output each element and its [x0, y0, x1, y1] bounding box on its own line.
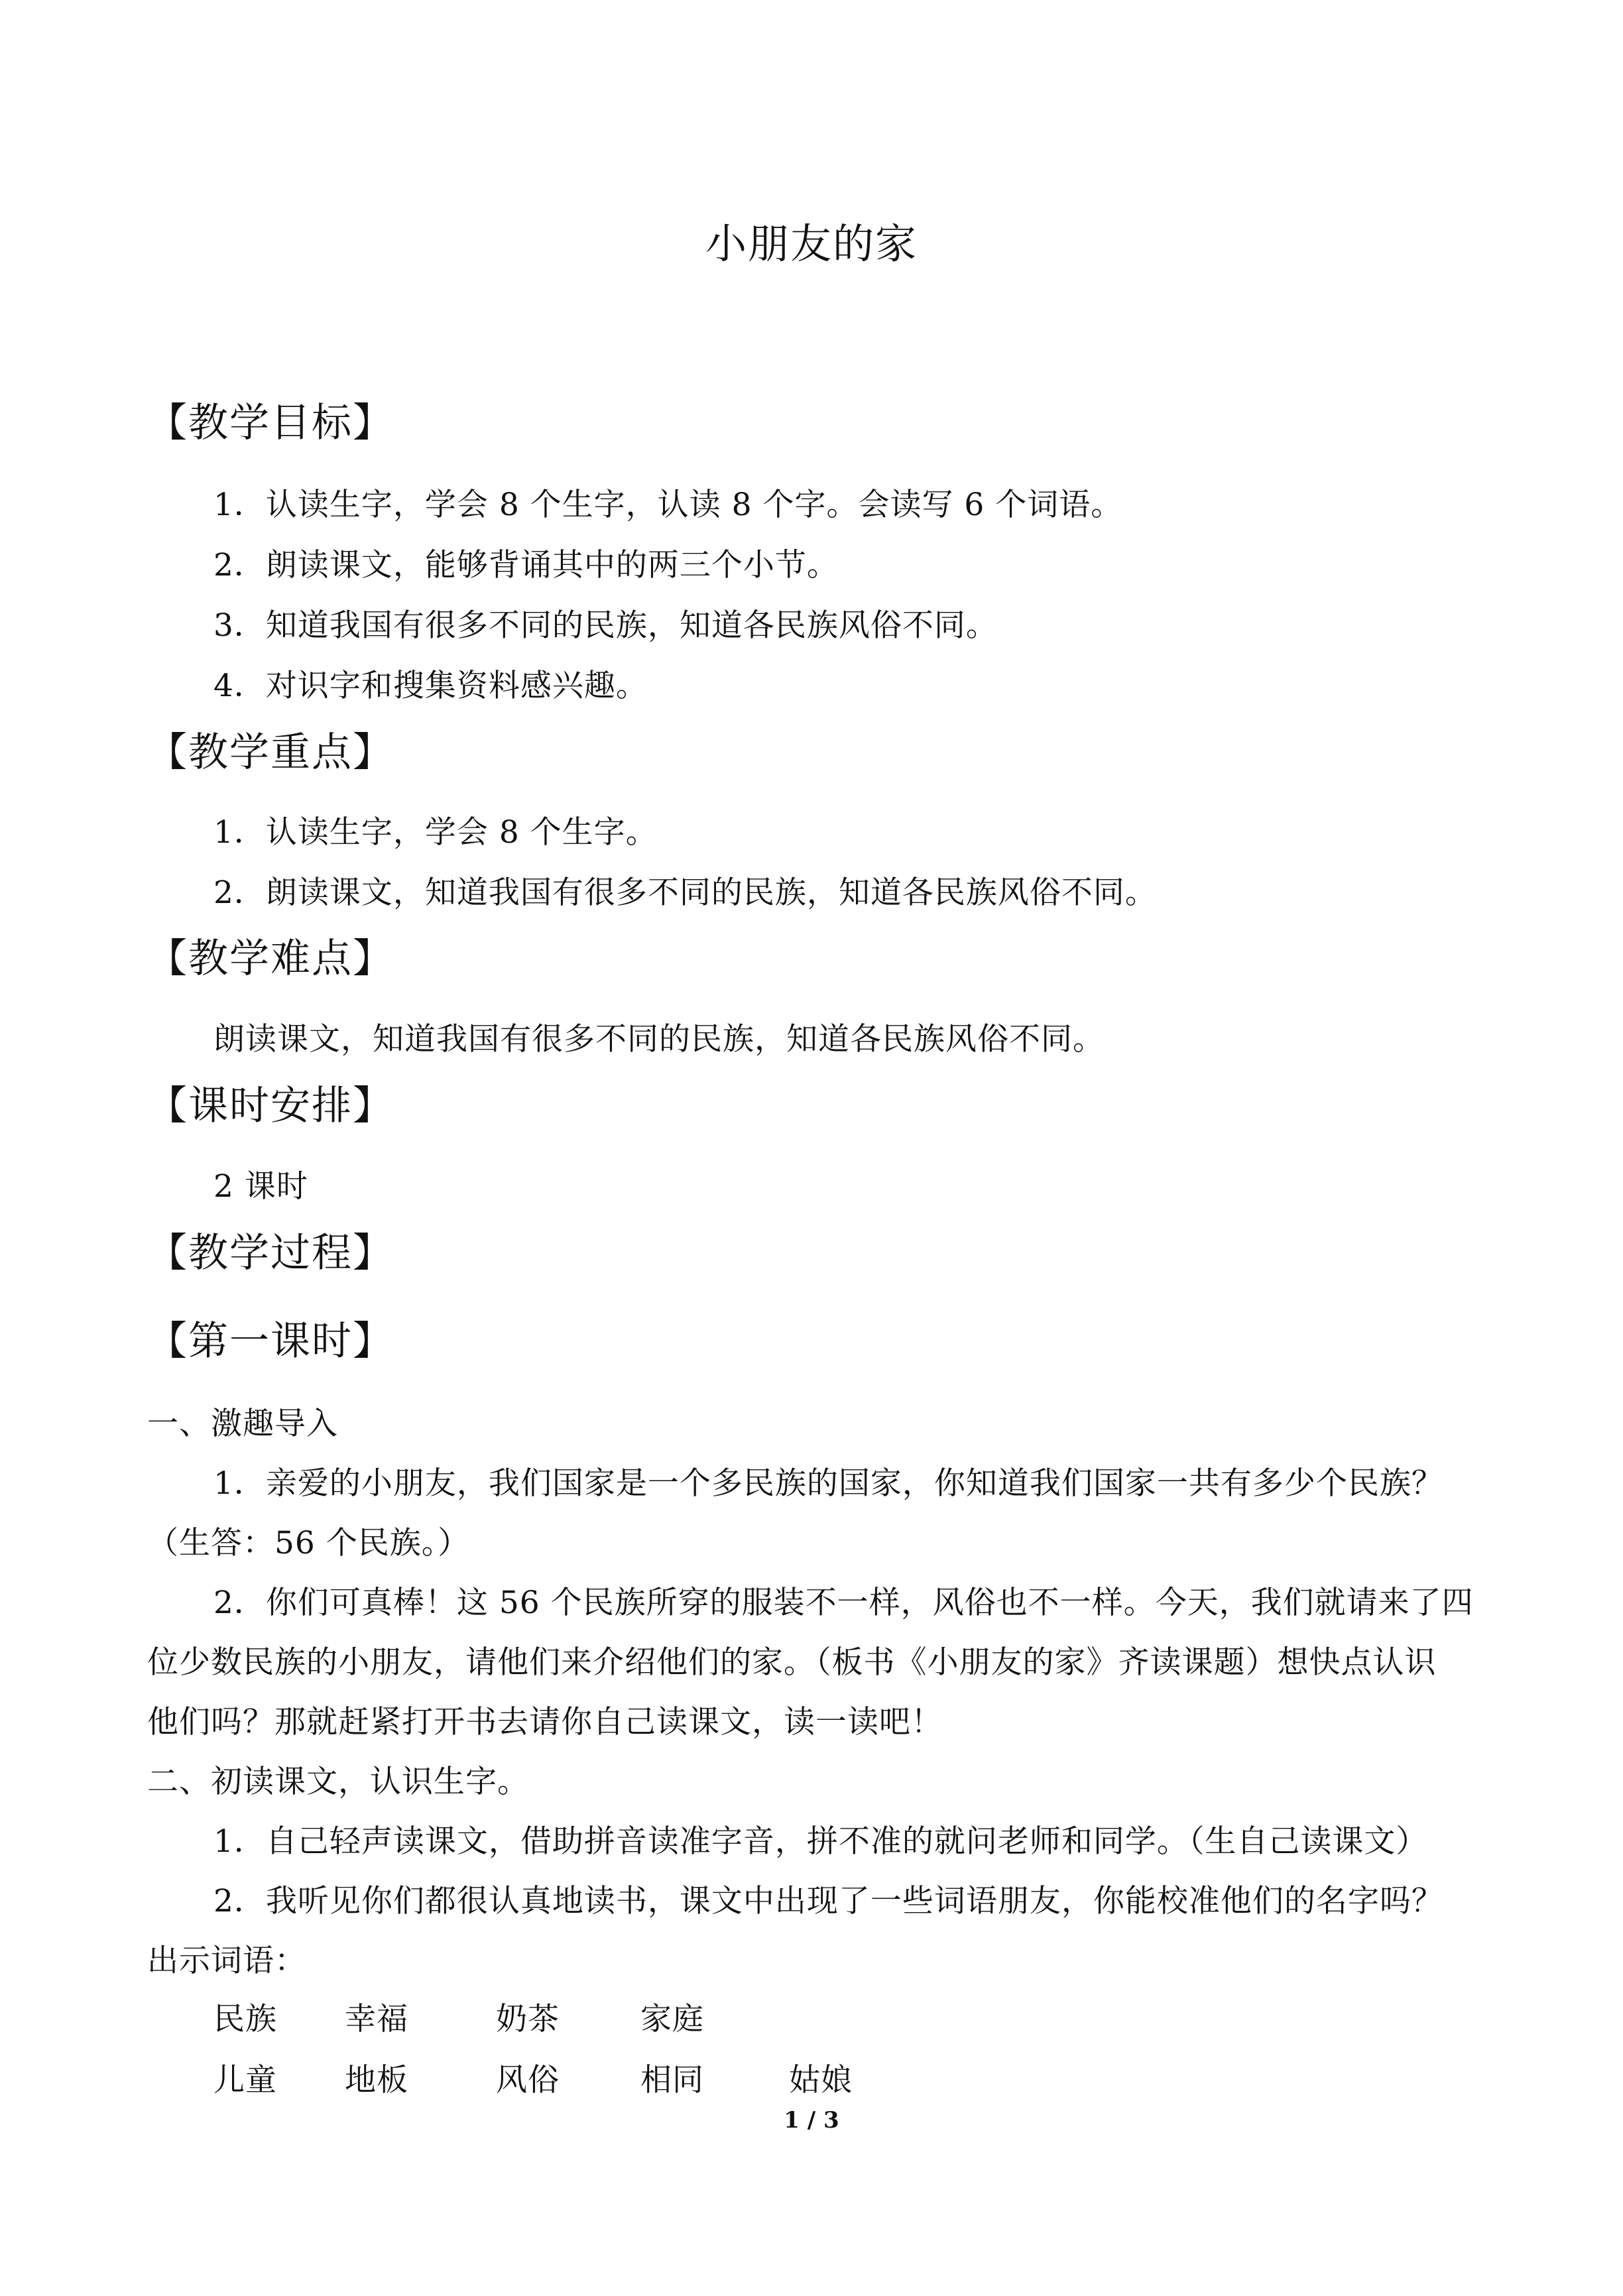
key-point-1: 1．认读生字，学会 8 个生字。	[213, 814, 658, 851]
page-number: 1 / 3	[784, 2107, 839, 2134]
part2-title: 二、初读课文，认识生字。	[147, 1764, 529, 1800]
part2-paragraph2-line1: 2．我听见你们都很认真地读书，课文中出现了一些词语朋友，你能校准他们的名字吗？	[213, 1883, 1443, 1919]
heading-difficulties: 【教学难点】	[147, 936, 394, 982]
goal-item-1: 1．认读生字，学会 8 个生字，认读 8 个字。会读写 6 个词语。	[213, 487, 1123, 523]
part1-paragraph2-line2: 位少数民族的小朋友，请他们来介绍他们的家。（板书《小朋友的家》齐读课题）想快点认识	[147, 1644, 1437, 1681]
part1-paragraph1-line1: 1．亲爱的小朋友，我们国家是一个多民族的国家，你知道我们国家一共有多少个民族？	[213, 1465, 1443, 1502]
vocab-word: 奶茶	[496, 2001, 560, 2037]
heading-process: 【教学过程】	[147, 1230, 394, 1276]
goal-item-2: 2．朗读课文，能够背诵其中的两三个小节。	[213, 547, 839, 583]
part1-paragraph2-line3: 他们吗？那就赶紧打开书去请你自己读课文，读一读吧！	[147, 1704, 943, 1740]
vocab-word: 民族	[213, 2001, 277, 2037]
part2-paragraph1: 1．自己轻声读课文，借助拼音读准字音，拼不准的就问老师和同学。（生自己读课文）	[213, 1823, 1428, 1860]
document-title: 小朋友的家	[705, 219, 918, 268]
heading-teaching-goals: 【教学目标】	[147, 400, 394, 446]
part2-paragraph2-line2: 出示词语：	[147, 1943, 306, 1979]
schedule-text: 2 课时	[213, 1168, 308, 1205]
heading-key-points: 【教学重点】	[147, 729, 394, 776]
part1-title: 一、激趣导入	[147, 1406, 338, 1442]
vocab-word: 幸福	[345, 2001, 408, 2037]
goal-item-3: 3．知道我国有很多不同的民族，知道各民族风俗不同。	[213, 607, 998, 644]
vocab-word: 相同	[640, 2062, 704, 2098]
part1-paragraph1-line2: （生答：56 个民族。）	[147, 1525, 470, 1561]
difficulties-text: 朗读课文，知道我国有很多不同的民族，知道各民族风俗不同。	[213, 1021, 1105, 1057]
vocab-word: 地板	[345, 2062, 408, 2098]
vocab-word: 姑娘	[789, 2062, 853, 2098]
goal-item-4: 4．对识字和搜集资料感兴趣。	[213, 668, 648, 704]
heading-schedule: 【课时安排】	[147, 1083, 394, 1129]
heading-first-lesson: 【第一课时】	[147, 1318, 394, 1364]
part1-paragraph2-line1: 2．你们可真棒！这 56 个民族所穿的服装不一样，风俗也不一样。今天，我们就请来了四	[213, 1585, 1474, 1621]
vocab-word: 家庭	[640, 2001, 704, 2037]
vocab-word: 风俗	[496, 2062, 560, 2098]
key-point-2: 2．朗读课文，知道我国有很多不同的民族，知道各民族风俗不同。	[213, 875, 1157, 911]
vocab-word: 儿童	[213, 2062, 277, 2098]
